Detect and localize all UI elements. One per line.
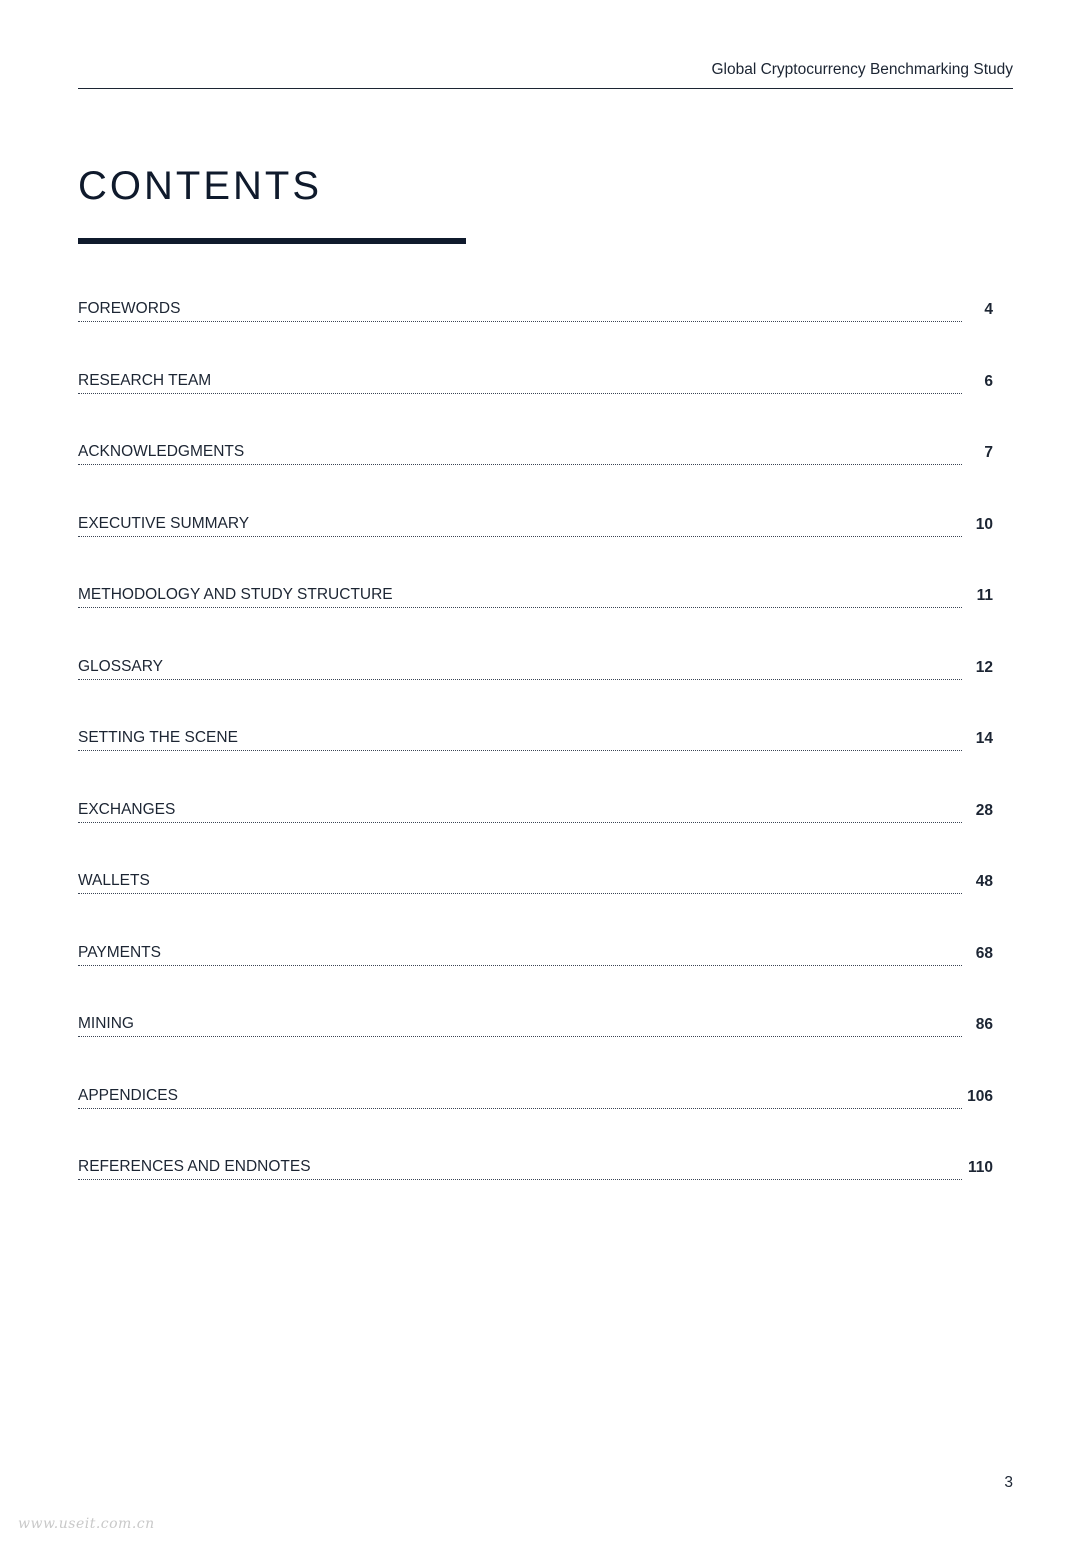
toc-entry-references[interactable] (78, 1155, 993, 1227)
toc-entry-page: 10 (975, 515, 993, 533)
toc-entry-page: 86 (975, 1016, 993, 1033)
dot-leader (78, 679, 962, 680)
toc-entry-label[interactable]: EXECUTIVE SUMMARY (78, 514, 250, 532)
toc-entry-label[interactable]: MINING (78, 1015, 134, 1032)
toc-entry-label[interactable]: PAYMENTS (78, 943, 161, 961)
toc-entry-label[interactable]: METHODOLOGY AND STUDY STRUCTURE (78, 586, 393, 603)
page-title: CONTENTS (78, 164, 322, 208)
dot-leader (78, 536, 962, 537)
toc-entry-wallets[interactable] (78, 869, 993, 941)
toc-entry-exchanges[interactable] (78, 798, 993, 870)
toc-entry-label[interactable]: FOREWORDS (78, 300, 181, 317)
dot-leader (78, 464, 962, 465)
toc-entry-page: 7 (984, 444, 993, 461)
dot-leader (78, 822, 962, 823)
toc-entry-research-team[interactable] (78, 369, 993, 441)
toc-entry-page: 14 (975, 730, 993, 747)
table-of-contents (78, 297, 993, 1227)
toc-entry-page: 4 (984, 301, 993, 318)
toc-entry-forewords[interactable] (78, 297, 993, 369)
toc-entry-page: 110 (967, 1159, 993, 1176)
toc-entry-label[interactable]: GLOSSARY (78, 657, 164, 675)
dot-leader (78, 393, 962, 394)
toc-entry-appendices[interactable] (78, 1084, 993, 1156)
header-divider (78, 88, 1013, 89)
toc-entry-label[interactable]: REFERENCES AND ENDNOTES (78, 1158, 311, 1175)
toc-entry-label[interactable]: RESEARCH TEAM (78, 371, 212, 389)
toc-entry-glossary[interactable] (78, 655, 993, 727)
dot-leader (78, 607, 962, 608)
title-underline-bar (78, 238, 466, 244)
toc-entry-mining[interactable] (78, 1012, 993, 1084)
toc-entry-page: 6 (984, 372, 993, 390)
toc-entry-page: 48 (975, 873, 993, 890)
dot-leader (78, 1179, 962, 1180)
toc-entry-executive-summary[interactable] (78, 512, 993, 584)
dot-leader (78, 1108, 962, 1109)
page-number: 3 (1004, 1474, 1013, 1491)
watermark: www.useit.com.cn (18, 1516, 155, 1532)
running-header-title: Global Cryptocurrency Benchmarking Study (711, 61, 1013, 78)
toc-entry-page: 106 (967, 1087, 993, 1105)
toc-entry-payments[interactable] (78, 941, 993, 1013)
dot-leader (78, 1036, 962, 1037)
dot-leader (78, 321, 962, 322)
toc-entry-methodology[interactable] (78, 583, 993, 655)
toc-entry-label[interactable]: SETTING THE SCENE (78, 729, 238, 746)
dot-leader (78, 965, 962, 966)
dot-leader (78, 893, 962, 894)
toc-entry-page: 12 (975, 658, 993, 676)
toc-entry-label[interactable]: ACKNOWLEDGMENTS (78, 443, 245, 460)
toc-entry-label[interactable]: APPENDICES (78, 1086, 178, 1104)
toc-entry-setting-the-scene[interactable] (78, 726, 993, 798)
toc-entry-acknowledgments[interactable] (78, 440, 993, 512)
toc-entry-label[interactable]: EXCHANGES (78, 800, 176, 818)
toc-entry-page: 68 (975, 944, 993, 962)
toc-entry-label[interactable]: WALLETS (78, 872, 150, 889)
toc-entry-page: 28 (975, 801, 993, 819)
dot-leader (78, 750, 962, 751)
toc-entry-page: 11 (976, 587, 993, 604)
